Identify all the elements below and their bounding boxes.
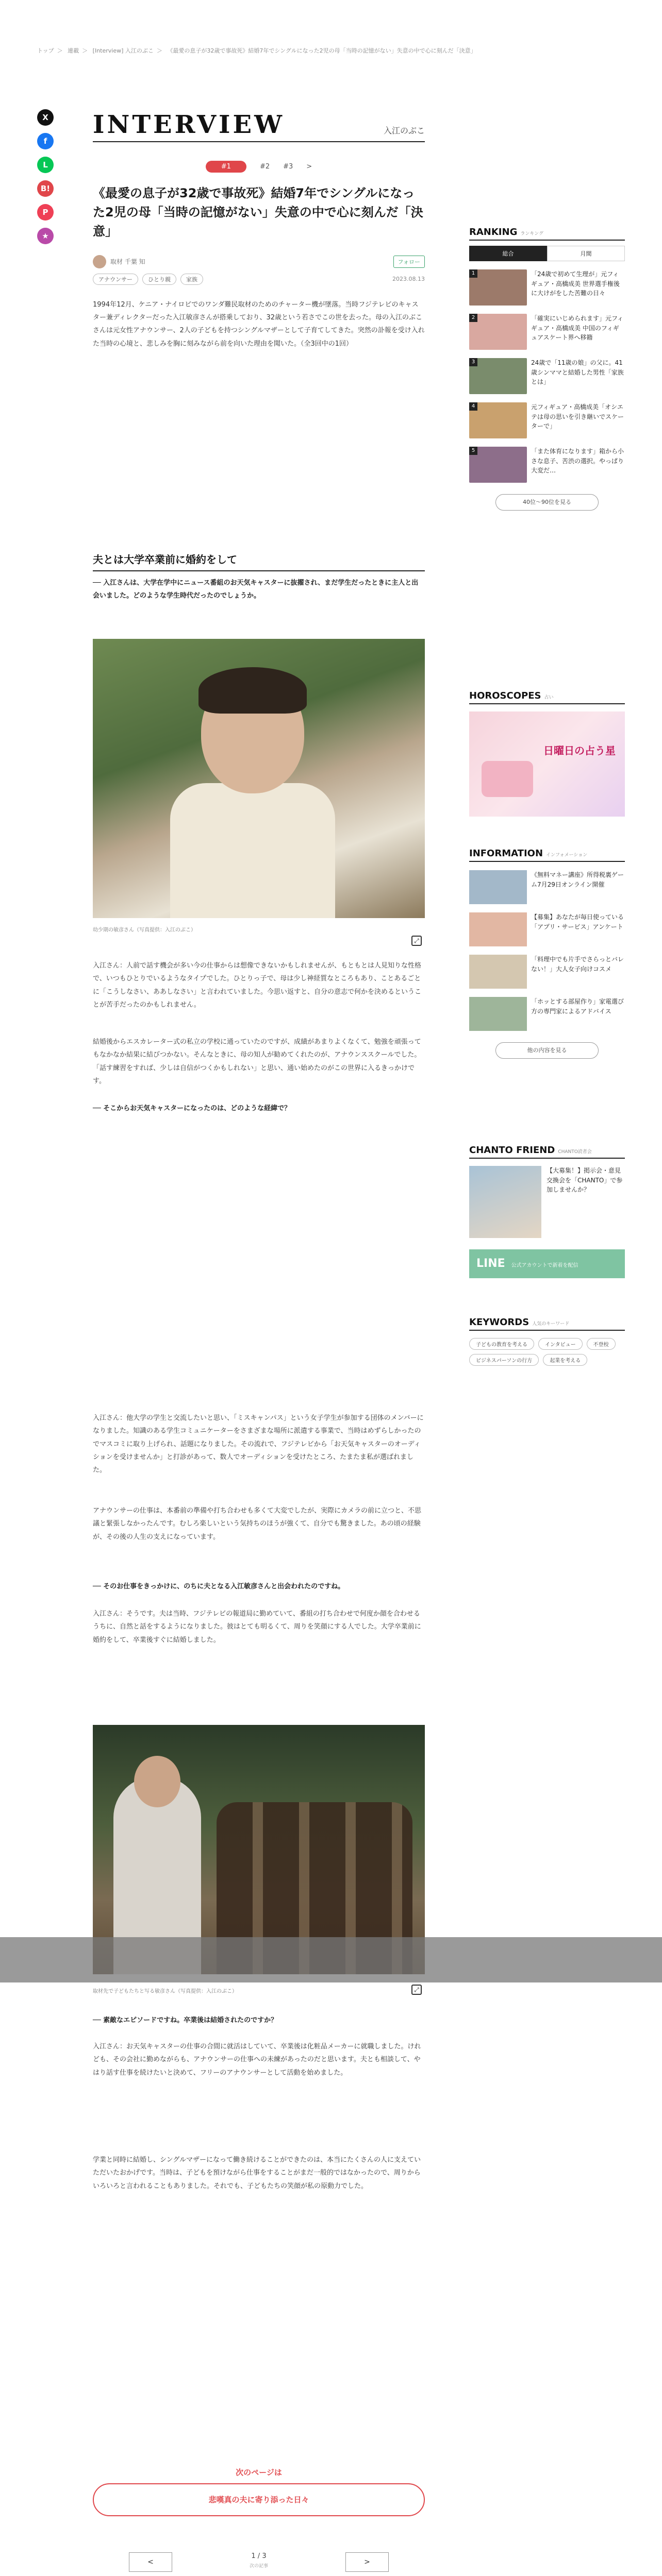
chanto-item[interactable]: 【大募集！】掲示会・意見交換会を「CHANTO」で参加しませんか？ (469, 1166, 625, 1238)
facebook-icon[interactable]: f (37, 133, 54, 149)
keyword-tag[interactable]: 不登校 (587, 1338, 616, 1350)
page-next-arrow[interactable]: > (306, 163, 312, 171)
tag-item[interactable]: 家族 (180, 274, 203, 285)
series-author[interactable]: 入江のぶこ (383, 126, 425, 135)
information-thumbnail (469, 912, 527, 946)
horoscope-widget (469, 690, 625, 817)
hatena-icon[interactable]: B! (37, 180, 54, 197)
horoscope-banner[interactable]: 日曜日の占う星 (469, 711, 625, 817)
keyword-tag[interactable]: 起業を考える (543, 1354, 587, 1366)
next-page-nav[interactable]: > (345, 2552, 389, 2572)
share-buttons (37, 109, 56, 251)
ranking-item[interactable] (469, 269, 625, 306)
paragraph: 入江さん：人前で話す機会が多い今の仕事からは想像できないかもしれませんが、もともとは人見知りな性格で、いつもひとりでいるようなタイプでした。ひとりっ子で、母は少し神経質なところもあり、ことあるごとに「こうしなさい、ああしなさい」と言われていました。今思い返すと、自分の意志で何かを決めるということが苦手だったのかもしれません。 (93, 962, 422, 1009)
ranking-item[interactable] (469, 447, 625, 483)
paragraph: 結婚後からエスカレーター式の私立の学校に通っていたのですが、成績があまりよくなくて、勉強を頑張ってもなかなか結果に結びつかない。そんなときに、母の知人が勧めてくれたのが、アナウンススクールでした。「話す練習をすれば、少しは自信がつくかもしれない」と思い、通い始めたのがこの世界に入るきっかけです。 (93, 1038, 421, 1086)
photo-caption: 幼少期の敏彦さん（写真提供：入江のぶこ） (93, 927, 196, 933)
interview-logo-row (93, 109, 425, 142)
chanto-friend-widget (469, 1145, 625, 1278)
article-tags (93, 274, 425, 285)
rank-number: 1 (469, 269, 477, 278)
ranking-title: 元フィギュア・高橋成美「オシエテは母の思いを引き継いでスケーターで」 (531, 403, 624, 430)
childhood-photo (93, 639, 425, 918)
ranking-thumbnail (469, 314, 527, 350)
breadcrumb-current: 《最愛の息子が32歳で事故死》結婚7年でシングルになった2児の母「当時の記憶がない」失意の中で心に刻んだ「決意」 (167, 47, 476, 54)
pocket-icon[interactable]: P (37, 204, 54, 221)
keyword-tag[interactable]: ビジネスパーソンの行方 (469, 1354, 539, 1366)
page-counter: 1 / 3 次の記事 (249, 2552, 268, 2569)
article-lead: 1994年12月、ケニア・ナイロビでのワンダ難民取材のためのチャーター機が墜落。当時フジテレビのキャスター兼ディレクターだった入江敏彦さんが搭乗しており、32歳という若さでこの世を去った。母の入江のぶこさんは元女性アナウンサー、2人の子どもを持つシングルマザーとして子育てしてきた。突然の訃報を受け入れた当時の心境と、悲しみを胸に刻みながら前を向いた理由を聞いた。（全3回中の1回） (93, 300, 425, 348)
interview-question: ── 素敵なエピソードですね。卒業後は結婚されたのですか？ (93, 2016, 278, 2024)
ranking-thumbnail (469, 269, 527, 306)
enlarge-icon[interactable]: ⤢ (411, 936, 422, 946)
publish-date: 2023.08.13 (392, 276, 425, 283)
keywords-heading: KEYWORDS 人気のキーワード (469, 1317, 625, 1331)
bookmark-icon[interactable]: ★ (37, 228, 54, 244)
next-page-label: 次のページは (236, 2468, 282, 2477)
page-tabs-top (93, 161, 425, 173)
rank-number: 4 (469, 402, 477, 411)
breadcrumb-item[interactable]: 連載 (68, 47, 79, 54)
chanto-thumbnail (469, 1166, 541, 1238)
ranking-thumbnail (469, 447, 527, 483)
interview-question: ── そこからお天気キャスターになったのは、どのような経緯で？ (93, 1105, 291, 1112)
article-meta (93, 255, 425, 268)
chanto-heading: CHANTO FRIEND CHANTO読者会 (469, 1145, 625, 1159)
paragraph: 入江さん：そうです。夫は当時、フジテレビの報道局に勤めていて、番組の打ち合わせで何度か顔を合わせるうちに、自然と話をするようになりました。彼はとても明るくて、周りを笑顔にする人でした。大学卒業前に婚約をして、卒業後すぐに結婚しました。 (93, 1610, 421, 1644)
ranking-item[interactable] (469, 358, 625, 394)
page-tab-2[interactable]: #2 (259, 163, 270, 171)
writer-avatar (93, 255, 106, 268)
breadcrumb: トップ ＞ 連載 ＞ [Interview] 入江のぶこ ＞ 《最愛の息子が32歳で事故死》結婚7年でシングルになった2児の母「当時の記憶がない」失意の中で心に刻んだ「決意」 (37, 47, 476, 54)
ranking-more-button[interactable]: 40位〜90位を見る (495, 494, 599, 511)
paragraph: 学業と同時に結婚し、シングルマザーになって働き続けることができたのは、本当にたくさんの人に支えていただいたおかげです。当時は、子どもを預けながら仕事をすることがまだ一般的ではなかったので、周りからいろいろと言われることもありました。それでも、子どもたちの笑顔が私の原動力でした。 (93, 2156, 421, 2190)
information-title: 「料理中でも片手でさらっとバレない！」大人女子向けコスメ (531, 956, 624, 973)
information-item[interactable] (469, 870, 625, 904)
page-tab-3[interactable]: #3 (283, 163, 293, 171)
paragraph: 入江さん：他大学の学生と交流したいと思い、「ミスキャンパス」という女子学生が参加する団体のメンバーになりました。知識のある学生コミュニケーターをさまざまな場所に派遣する事業で、当時はめずらしかったのでマスコミに取り上げられ、話題になりました。その流れで、フジテレビから「お天気キャスターのオーディションを受けませんか」と打診があって、数人でオーディションを受けたところ、たまたま私が選ばれました。 (93, 1414, 424, 1475)
ranking-list (469, 269, 625, 483)
ranking-tabs (469, 246, 625, 261)
paragraph: 入江さん：お天気キャスターの仕事の合間に就活はしていて、卒業後は化粧品メーカーに就職しました。けれども、その会社に勤めながらも、アナウンサーの仕事への未練があったのだと思います。夫とも相談して、やはり話す仕事を続けたいと決めて、フリーのアナウンサーとして活動を始めました。 (93, 2043, 421, 2077)
ranking-item[interactable] (469, 402, 625, 438)
ranking-title: 「確実にいじめられます」元フィギュア・高橋成美 中国のフィギュアスケート界へ移籍 (531, 315, 624, 342)
ranking-title: 「24歳で初めて生理が」元フィギュア・高橋成美 世界選手権後に大けがをした苦難の日々 (531, 270, 620, 297)
photo-caption: 取材先で子どもたちと写る敏彦さん（写真提供：入江のぶこ） (93, 1989, 237, 1994)
ranking-thumbnail (469, 402, 527, 438)
paragraph: アナウンサーの仕事は、本番前の準備や打ち合わせも多くて大変でしたが、実際にカメラの前に立つと、不思議と緊張しなかったんです。むしろ楽しいという気持ちのほうが強くて、自分でも驚きました。あの頃の経験が、その後の人生の支えになっています。 (93, 1507, 422, 1541)
information-heading: INFORMATION インフォメーション (469, 848, 625, 862)
information-list (469, 870, 625, 1031)
information-more-button[interactable]: 他の内容を見る (495, 1042, 599, 1059)
rank-number: 2 (469, 314, 477, 322)
information-title: 【募集】あなたが毎日使っている「アプリ・サービス」アンケート (531, 913, 624, 930)
tab-overall[interactable]: 総合 (469, 246, 547, 261)
tag-item[interactable]: ひとり親 (142, 274, 176, 285)
ranking-title: 「また体育になります」箱から小さな息子、苦渋の選択。やっぱり大変だ… (531, 448, 624, 474)
information-title: 「ホッとする部屋作り」家電選び方の専門家によるアドバイス (531, 998, 624, 1015)
rank-number: 5 (469, 447, 477, 455)
interview-question: ── 入江さんは、大学在学中にニュース番組のお天気キャスターに抜擢され、まだ学生だったときに主人と出会いました。どのような学生時代だったのでしょうか。 (93, 579, 419, 600)
section-heading: 夫とは大学卒業前に婚約をして (93, 551, 425, 571)
information-title: 《無料マネー講座》所得税裏ゲーム7月29日オンライン開催 (531, 871, 624, 888)
enlarge-icon[interactable]: ⤢ (411, 1985, 422, 1995)
ranking-thumbnail (469, 358, 527, 394)
tag-item[interactable]: アナウンサー (93, 274, 138, 285)
ranking-widget (469, 227, 625, 511)
writer-name[interactable]: 取材 千葉 知 (110, 258, 145, 266)
horoscope-heading: HOROSCOPES 占い (469, 690, 625, 704)
follow-button[interactable]: フォロー (393, 256, 425, 268)
article-title: 《最愛の息子が32歳で事故死》結婚7年でシングルになった2児の母「当時の記憶がない」失意の中で心に刻んだ「決意」 (93, 186, 423, 239)
information-item[interactable] (469, 997, 625, 1031)
keywords-widget (469, 1317, 625, 1366)
breadcrumb-item[interactable]: [Interview] 入江のぶこ (92, 47, 154, 54)
keyword-list (469, 1338, 625, 1366)
interview-logo: INTERVIEW (93, 110, 285, 139)
rank-number: 3 (469, 358, 477, 366)
ranking-title: 24歳で「11歳の娘」の父に。41歳シンママと結婚した男性「家族とは」 (531, 359, 624, 386)
information-item[interactable] (469, 955, 625, 989)
page-tab-1[interactable]: #1 (206, 161, 246, 173)
information-widget (469, 848, 625, 1059)
interview-question: ── そのお仕事をきっかけに、のちに夫となる入江敏彦さんと出会われたのですね。 (93, 1583, 345, 1590)
article-header (93, 109, 425, 350)
ranking-item[interactable] (469, 314, 625, 350)
x-icon[interactable]: X (37, 109, 54, 126)
line-icon[interactable]: L (37, 157, 54, 173)
information-thumbnail (469, 870, 527, 904)
keyword-tag[interactable]: インタビュー (538, 1338, 583, 1350)
overlay-band (0, 1937, 662, 1982)
prev-page-button[interactable]: < (129, 2552, 172, 2572)
next-page-button[interactable]: 悲嘆真の夫に寄り添った日々 (93, 2483, 425, 2516)
information-thumbnail (469, 997, 527, 1031)
ranking-heading: RANKING ランキング (469, 227, 625, 241)
keyword-tag[interactable]: 子どもの教育を考える (469, 1338, 534, 1350)
information-thumbnail (469, 955, 527, 989)
line-banner[interactable]: LINE 公式アカウントで新着を配信 (469, 1249, 625, 1278)
tab-monthly[interactable]: 月間 (547, 246, 625, 261)
breadcrumb-item[interactable]: トップ (37, 47, 54, 54)
information-item[interactable] (469, 912, 625, 946)
